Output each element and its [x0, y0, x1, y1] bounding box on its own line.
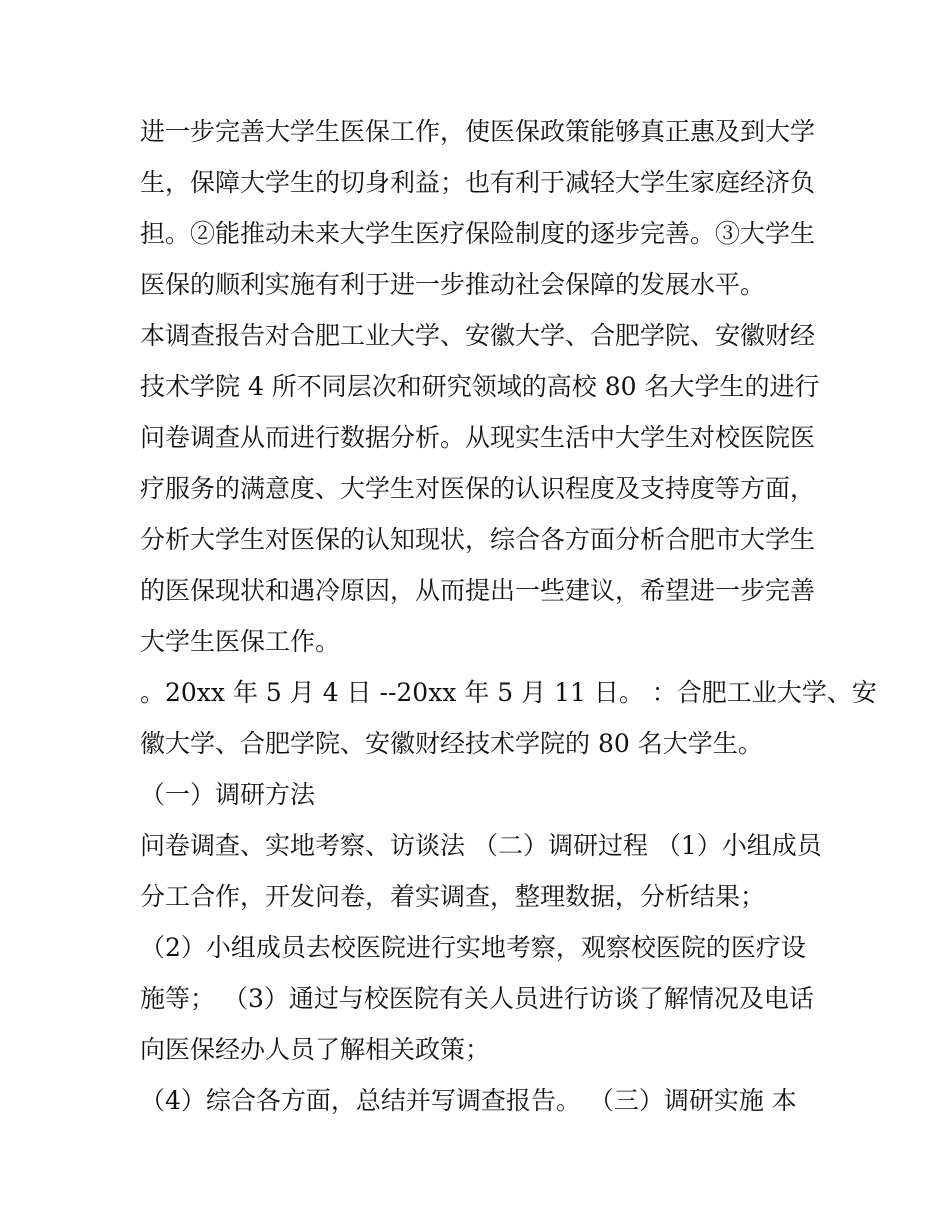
text-line: 问卷调查从而进行数据分析。从现实生活中大学生对校医院医 [140, 423, 816, 452]
text-line: 医保的顺利实施有利于进一步推动社会保障的发展水平。 [140, 270, 766, 299]
text-line: 向医保经办人员了解相关政策； [140, 1035, 491, 1064]
text-line: 施等； （3）通过与校医院有关人员进行访谈了解情况及电话 [140, 984, 814, 1013]
text-line: 进一步完善大学生医保工作，使医保政策能够真正惠及到大学 [140, 117, 816, 146]
text-line: 。20xx 年 5 月 4 日 --20xx 年 5 月 11 日。 ：合肥工业大学、安 [140, 678, 877, 707]
text-line: 分工合作，开发问卷，着实调查，整理数据，分析结果； [140, 882, 766, 911]
text-line: 分析大学生对医保的认知现状，综合各方面分析合肥市大学生 [140, 525, 816, 554]
text-line: 问卷调查、实地考察、访谈法 （二）调研过程 （1）小组成员 [140, 831, 822, 860]
text-line: 本调查报告对合肥工业大学、安徽大学、合肥学院、安徽财经 [140, 321, 816, 350]
text-line: 的医保现状和遇冷原因，从而提出一些建议，希望进一步完善 [140, 576, 816, 605]
text-line: 技术学院 4 所不同层次和研究领域的高校 80 名大学生的进行 [140, 372, 820, 401]
body-text [140, 106, 877, 1126]
text-line: （2）小组成员去校医院进行实地考察，观察校医院的医疗设 [140, 933, 806, 962]
text-line: 生，保障大学生的切身利益；也有利于减轻大学生家庭经济负 [140, 168, 816, 197]
text-line: 徽大学、合肥学院、安徽财经技术学院的 80 名大学生。 [140, 729, 763, 758]
section-heading: （一）调研方法 [140, 780, 316, 809]
text-line: 大学生医保工作。 [140, 627, 341, 656]
text-line: 担。②能推动未来大学生医疗保险制度的逐步完善。③大学生 [140, 219, 816, 248]
text-line: 疗服务的满意度、大学生对医保的认识程度及支持度等方面， [140, 474, 816, 503]
text-line: （4）综合各方面，总结并写调查报告。 （三）调研实施 本 [140, 1086, 797, 1115]
